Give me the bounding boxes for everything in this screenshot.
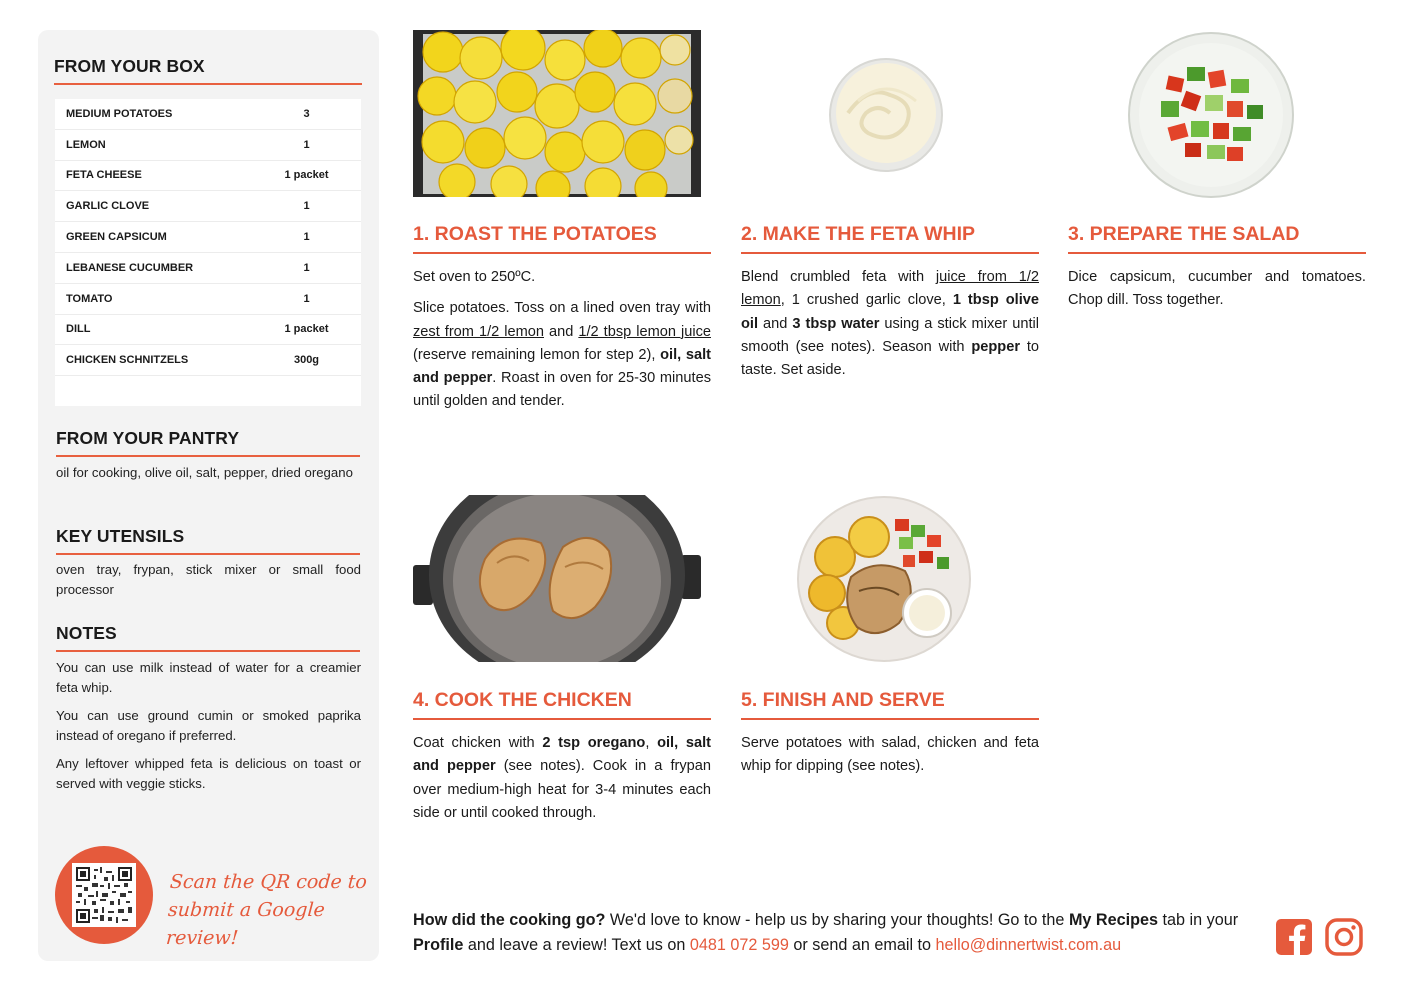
text-run: 2 tsp oregano [542,735,646,751]
text-run: . Roast in oven for 25-30 minutes until golden and tender. [413,370,711,410]
step-3-paragraph: Dice capsicum, cucumber and tomatoes. Chop dill. Toss together. [1068,269,1366,309]
ingredient-qty: 300g [293,354,320,367]
feta-whip-photo [828,55,944,173]
salad-bowl-photo [1127,31,1295,199]
from-your-pantry-heading: FROM YOUR PANTRY [56,428,360,457]
text-run: Coat chicken with [413,735,543,751]
ingredient-row [55,345,361,376]
text-run: Slice potatoes. Toss on a lined oven tray with [413,300,711,317]
step-2-instructions [741,266,1039,390]
ingredient-name: LEMON [66,138,106,151]
roast-potatoes-photo [413,30,701,197]
step-1-title: 1. ROAST THE POTATOES [413,223,711,254]
text-run: and leave a review! Text us on [463,936,690,954]
ingredient-name: CHICKEN SCHNITZELS [66,354,189,367]
text-run: and [544,323,579,340]
text-run: My Recipes [1068,911,1159,929]
text-run: to taste. Set aside. [741,338,1039,379]
step-4-title: 4. COOK THE CHICKEN [413,689,711,720]
qr-code-icon[interactable] [72,863,136,927]
ingredient-name: MEDIUM POTATOES [66,107,173,120]
ingredient-name: TOMATO [66,292,113,305]
notes-list [56,658,361,802]
ingredient-name: LEBANESE CUCUMBER [66,261,194,274]
ingredient-row [55,253,361,284]
ingredient-row [55,284,361,315]
qr-code-badge[interactable] [55,846,153,944]
text-run: Blend crumbled feta with [741,269,936,285]
text-run: (see notes). Cook in a frypan over medium-high heat for 3-4 minutes each side or until cooked through. [413,758,712,821]
ingredient-name: GREEN CAPSICUM [66,231,167,244]
ingredient-qty: 3 [303,107,310,120]
text-run: using a stick mixer until smooth (see notes). Season with [741,315,1039,355]
step-2-title: 2. MAKE THE FETA WHIP [741,223,1039,254]
finished-plate-photo [795,495,973,663]
ingredient-qty: 1 [303,261,310,274]
text-run: pepper [971,338,1021,355]
step-1-instructions [413,266,711,422]
step-4-paragraph [413,732,711,825]
step-5-paragraph: Serve potatoes with salad, chicken and feta whip for dipping (see notes). [741,735,1039,775]
ingredient-row [55,99,361,130]
text-run: and [758,315,793,332]
text-run: , 1 crushed garlic clove, [780,292,953,309]
ingredient-row [55,191,361,222]
step-2-paragraph [741,266,1039,382]
step-3-instructions [1068,266,1366,321]
ingredient-row [55,315,361,346]
cook-chicken-photo [413,495,701,662]
ingredient-name: FETA CHEESE [66,169,142,182]
text-run: We'd love to know - help us by sharing your thoughts! Go to the [605,911,1069,929]
ingredient-qty: 1 [303,231,310,244]
ingredients-sidebar [38,30,379,961]
step-5-title: 5. FINISH AND SERVE [741,689,1039,720]
text-run: zest from 1/2 lemon [413,323,544,340]
text-run: oil, salt and pepper [413,346,712,387]
text-run: , [645,735,658,751]
instagram-icon[interactable] [1325,918,1363,956]
note-item: You can use milk instead of water for a creamier feta whip. [56,660,361,695]
email-link[interactable]: hello@dinnertwist.com.au [935,936,1122,954]
facebook-icon[interactable] [1275,918,1313,956]
ingredient-qty: 1 [303,138,310,151]
qr-callout-line: Scan the QR code to [169,871,368,893]
review-footer [413,908,1258,958]
note-item: Any leftover whipped feta is delicious on toast or served with veggie sticks. [56,756,361,791]
step-5-instructions [741,732,1039,787]
key-utensils-heading: KEY UTENSILS [56,526,360,555]
text-run: 3 tbsp water [792,315,880,332]
text-run: oil, salt and pepper [413,735,711,775]
notes-heading: NOTES [56,623,360,652]
ingredient-qty: 1 [303,200,310,213]
text-run: Profile [413,936,464,954]
text-run: or send an email to [788,936,936,954]
step-3-title: 3. PREPARE THE SALAD [1068,223,1366,254]
ingredients-table [55,99,361,406]
ingredient-qty: 1 packet [284,169,329,182]
qr-callout-line: submit a Google review! [165,899,326,949]
qr-review-callout [165,868,371,952]
utensils-list: oven tray, frypan, stick mixer or small food processor [56,562,361,597]
note-item: You can use ground cumin or smoked paprika instead of oregano if preferred. [56,708,361,743]
phone-link[interactable]: 0481 072 599 [689,936,789,954]
text-run: tab in your [1158,911,1239,929]
step-1-paragraph: Set oven to 250ºC. [413,269,536,285]
pantry-list: oil for cooking, olive oil, salt, pepper, dried oregano [56,465,353,480]
ingredient-row [55,161,361,192]
from-your-box-heading: FROM YOUR BOX [54,56,362,85]
text-run: 1 tbsp olive oil [741,292,1039,332]
text-run: (reserve remaining lemon for step 2), [413,346,661,363]
text-run: 1/2 tbsp lemon juice [578,323,711,340]
ingredient-name: DILL [66,323,91,336]
text-run: How did the cooking go? [413,911,606,929]
ingredient-qty: 1 packet [284,323,329,336]
step-4-instructions [413,732,711,833]
text-run: juice from 1/2 lemon [741,269,1039,309]
ingredient-qty: 1 [303,292,310,305]
ingredient-name: GARLIC CLOVE [66,200,150,213]
ingredient-row [55,130,361,161]
step-1-paragraph [413,297,711,413]
ingredient-row [55,222,361,253]
